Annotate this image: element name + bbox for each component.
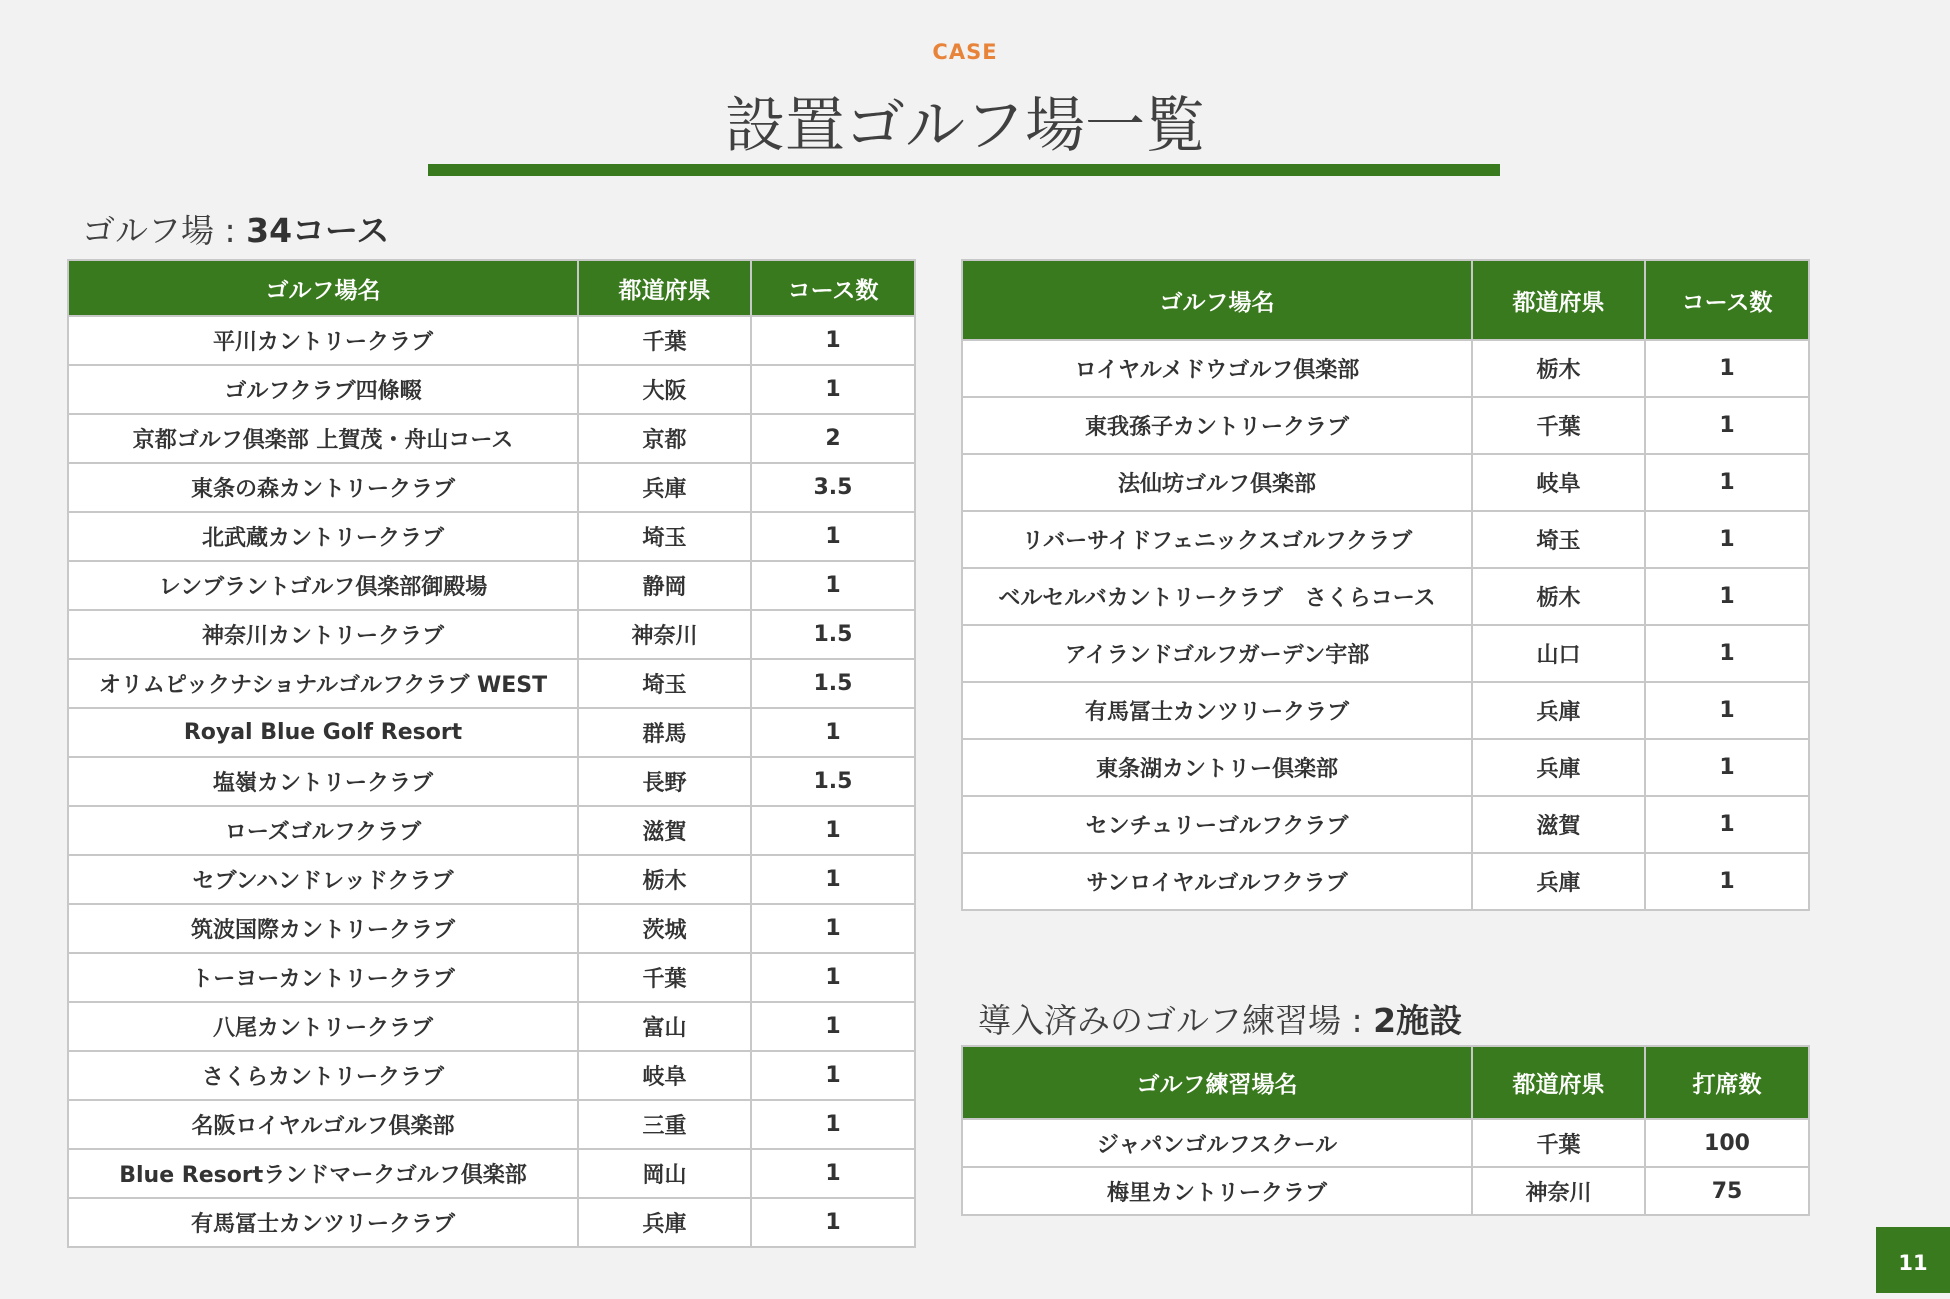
cell-name: 有馬冨士カンツリークラブ	[962, 682, 1472, 739]
table-row	[962, 739, 1809, 796]
driving-ranges-count: 2施設	[1373, 1001, 1463, 1040]
cell-count: 1	[751, 1051, 915, 1100]
title-divider	[428, 164, 1500, 176]
column-header-booth-count: 打席数	[1645, 1046, 1809, 1119]
driving-ranges-label-prefix: 導入済みのゴルフ練習場 :	[978, 1001, 1374, 1040]
cell-name: レンブラントゴルフ倶楽部御殿場	[68, 561, 578, 610]
cell-name: 有馬冨士カンツリークラブ	[68, 1198, 578, 1247]
table-row	[68, 855, 915, 904]
cell-prefecture: 兵庫	[1472, 853, 1645, 910]
driving-range-table	[961, 1045, 1810, 1216]
column-header-range-name: ゴルフ練習場名	[962, 1046, 1472, 1119]
cell-name: Royal Blue Golf Resort	[68, 708, 578, 757]
page-number: 11	[1876, 1227, 1950, 1293]
cell-count: 1	[1645, 739, 1809, 796]
table-row	[68, 904, 915, 953]
cell-name: 京都ゴルフ倶楽部 上賀茂・舟山コース	[68, 414, 578, 463]
cell-prefecture: 岡山	[578, 1149, 751, 1198]
table-row	[68, 561, 915, 610]
cell-name: ジャパンゴルフスクール	[962, 1119, 1472, 1167]
cell-prefecture: 埼玉	[578, 659, 751, 708]
table-row	[68, 512, 915, 561]
cell-prefecture: 栃木	[1472, 568, 1645, 625]
golf-course-table-right	[961, 259, 1810, 911]
cell-name: 筑波国際カントリークラブ	[68, 904, 578, 953]
cell-name: ローズゴルフクラブ	[68, 806, 578, 855]
cell-name: アイランドゴルフガーデン宇部	[962, 625, 1472, 682]
cell-prefecture: 京都	[578, 414, 751, 463]
golf-courses-label	[82, 205, 389, 252]
table-row	[68, 365, 915, 414]
cell-name: サンロイヤルゴルフクラブ	[962, 853, 1472, 910]
table-row	[68, 316, 915, 365]
table-row	[68, 1002, 915, 1051]
column-header-course-count: コース数	[1645, 260, 1809, 340]
cell-count: 1	[751, 806, 915, 855]
golf-courses-count: 34コース	[246, 211, 390, 250]
cell-count: 75	[1645, 1167, 1809, 1215]
cell-count: 1	[1645, 853, 1809, 910]
cell-count: 1	[751, 316, 915, 365]
table-row	[962, 397, 1809, 454]
cell-prefecture: 千葉	[578, 953, 751, 1002]
table-row	[68, 708, 915, 757]
table-row	[68, 414, 915, 463]
cell-name: 東我孫子カントリークラブ	[962, 397, 1472, 454]
cell-name: セブンハンドレッドクラブ	[68, 855, 578, 904]
table-row	[962, 511, 1809, 568]
cell-count: 1	[751, 561, 915, 610]
cell-name: 北武蔵カントリークラブ	[68, 512, 578, 561]
cell-prefecture: 岐阜	[578, 1051, 751, 1100]
cell-prefecture: 千葉	[578, 316, 751, 365]
cell-prefecture: 埼玉	[1472, 511, 1645, 568]
cell-name: ベルセルバカントリークラブ さくらコース	[962, 568, 1472, 625]
cell-count: 1	[751, 1100, 915, 1149]
table-row	[68, 1198, 915, 1247]
cell-prefecture: 兵庫	[1472, 682, 1645, 739]
driving-ranges-label	[978, 995, 1462, 1042]
cell-name: 塩嶺カントリークラブ	[68, 757, 578, 806]
table-header-row	[962, 1046, 1809, 1119]
column-header-name: ゴルフ場名	[68, 260, 578, 316]
cell-prefecture: 茨城	[578, 904, 751, 953]
cell-prefecture: 神奈川	[578, 610, 751, 659]
cell-name: Blue Resortランドマークゴルフ倶楽部	[68, 1149, 578, 1198]
cell-count: 1	[1645, 397, 1809, 454]
cell-count: 1.5	[751, 757, 915, 806]
cell-count: 1	[1645, 454, 1809, 511]
cell-prefecture: 滋賀	[578, 806, 751, 855]
cell-prefecture: 大阪	[578, 365, 751, 414]
table-row	[68, 463, 915, 512]
column-header-name: ゴルフ場名	[962, 260, 1472, 340]
column-header-prefecture: 都道府県	[1472, 1046, 1645, 1119]
cell-name: 神奈川カントリークラブ	[68, 610, 578, 659]
cell-count: 1	[1645, 511, 1809, 568]
cell-prefecture: 群馬	[578, 708, 751, 757]
cell-count: 1	[751, 708, 915, 757]
cell-count: 3.5	[751, 463, 915, 512]
cell-name: 平川カントリークラブ	[68, 316, 578, 365]
table-row	[68, 659, 915, 708]
table-row	[962, 568, 1809, 625]
cell-prefecture: 滋賀	[1472, 796, 1645, 853]
cell-name: さくらカントリークラブ	[68, 1051, 578, 1100]
cell-name: センチュリーゴルフクラブ	[962, 796, 1472, 853]
column-header-prefecture: 都道府県	[578, 260, 751, 316]
cell-name: リバーサイドフェニックスゴルフクラブ	[962, 511, 1472, 568]
cell-prefecture: 静岡	[578, 561, 751, 610]
column-header-course-count: コース数	[751, 260, 915, 316]
cell-count: 1	[751, 1002, 915, 1051]
cell-count: 1	[751, 855, 915, 904]
cell-count: 1	[1645, 796, 1809, 853]
cell-count: 1	[751, 365, 915, 414]
cell-count: 1	[1645, 568, 1809, 625]
cell-prefecture: 千葉	[1472, 397, 1645, 454]
cell-count: 2	[751, 414, 915, 463]
cell-count: 1	[751, 904, 915, 953]
table-row	[68, 953, 915, 1002]
case-label: CASE	[932, 40, 998, 64]
table-row	[962, 796, 1809, 853]
table-row	[962, 1167, 1809, 1215]
cell-name: オリムピックナショナルゴルフクラブ WEST	[68, 659, 578, 708]
cell-name: ゴルフクラブ四條畷	[68, 365, 578, 414]
table-header-row	[962, 260, 1809, 340]
table-row	[962, 1119, 1809, 1167]
table-row	[68, 1051, 915, 1100]
cell-count: 100	[1645, 1119, 1809, 1167]
cell-prefecture: 富山	[578, 1002, 751, 1051]
table-row	[68, 1149, 915, 1198]
cell-name: 東条湖カントリー倶楽部	[962, 739, 1472, 796]
golf-courses-label-prefix: ゴルフ場 :	[82, 211, 247, 250]
table-header-row	[68, 260, 915, 316]
cell-name: ロイヤルメドウゴルフ倶楽部	[962, 340, 1472, 397]
table-row	[68, 757, 915, 806]
cell-prefecture: 岐阜	[1472, 454, 1645, 511]
golf-course-table-left	[67, 259, 916, 1248]
cell-prefecture: 千葉	[1472, 1119, 1645, 1167]
cell-count: 1.5	[751, 659, 915, 708]
table-row	[962, 625, 1809, 682]
table-row	[962, 682, 1809, 739]
cell-prefecture: 兵庫	[578, 1198, 751, 1247]
cell-name: 八尾カントリークラブ	[68, 1002, 578, 1051]
column-header-prefecture: 都道府県	[1472, 260, 1645, 340]
cell-count: 1	[751, 1149, 915, 1198]
table-row	[962, 454, 1809, 511]
table-row	[962, 340, 1809, 397]
table-row	[68, 610, 915, 659]
cell-prefecture: 長野	[578, 757, 751, 806]
cell-prefecture: 山口	[1472, 625, 1645, 682]
cell-name: 東条の森カントリークラブ	[68, 463, 578, 512]
cell-name: 法仙坊ゴルフ倶楽部	[962, 454, 1472, 511]
cell-count: 1.5	[751, 610, 915, 659]
cell-count: 1	[751, 512, 915, 561]
cell-prefecture: 兵庫	[1472, 739, 1645, 796]
table-row	[68, 806, 915, 855]
cell-prefecture: 三重	[578, 1100, 751, 1149]
cell-count: 1	[751, 953, 915, 1002]
cell-prefecture: 神奈川	[1472, 1167, 1645, 1215]
cell-count: 1	[1645, 682, 1809, 739]
table-row	[962, 853, 1809, 910]
cell-prefecture: 兵庫	[578, 463, 751, 512]
cell-prefecture: 埼玉	[578, 512, 751, 561]
page-title: 設置ゴルフ場一覧	[725, 91, 1205, 161]
cell-count: 1	[1645, 625, 1809, 682]
table-row	[68, 1100, 915, 1149]
cell-prefecture: 栃木	[578, 855, 751, 904]
cell-name: 名阪ロイヤルゴルフ倶楽部	[68, 1100, 578, 1149]
cell-count: 1	[1645, 340, 1809, 397]
cell-name: 梅里カントリークラブ	[962, 1167, 1472, 1215]
cell-name: トーヨーカントリークラブ	[68, 953, 578, 1002]
cell-count: 1	[751, 1198, 915, 1247]
cell-prefecture: 栃木	[1472, 340, 1645, 397]
